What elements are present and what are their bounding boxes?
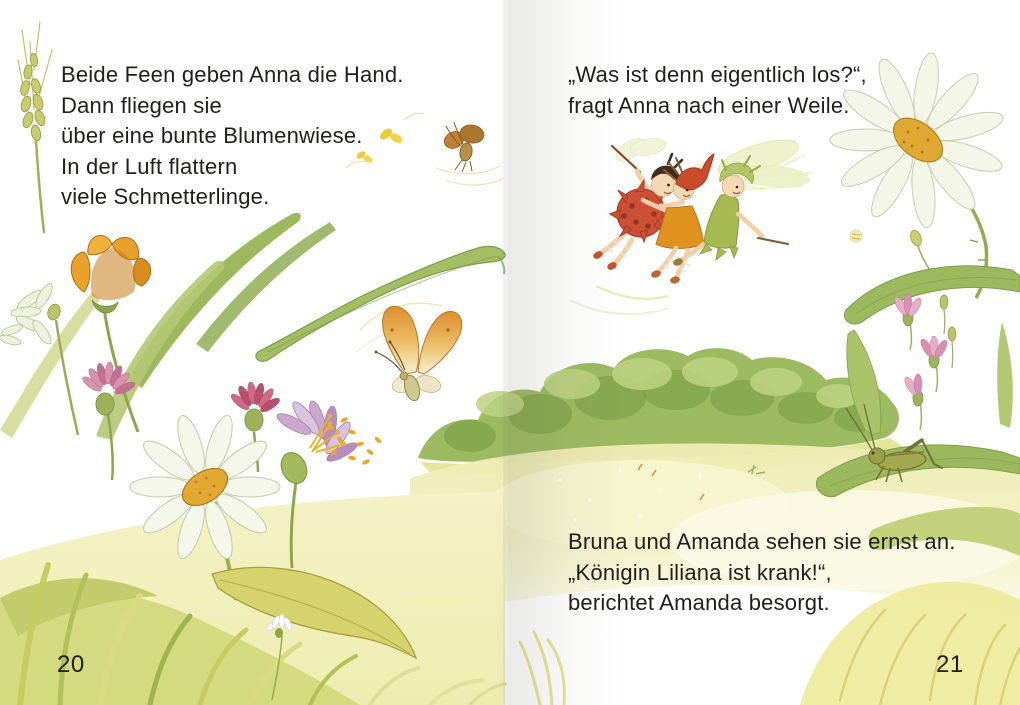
text-line: „Was ist denn eigentlich los?“, (568, 62, 867, 87)
text-line: Bruna und Amanda sehen sie ernst an. (568, 529, 956, 554)
text-line: über eine bunte Blumenwiese. (61, 123, 363, 148)
text-line: viele Schmetterlinge. (61, 184, 270, 209)
right-page-dialogue-top (568, 60, 867, 121)
text-line: fragt Anna nach einer Weile. (568, 92, 850, 118)
text-line: Dann fliegen sie (61, 92, 222, 118)
right-page-dialogue-bottom (568, 527, 956, 619)
text-line: „Königin Liliana ist krank!“, (568, 559, 832, 585)
text-line: Beide Feen geben Anna die Hand. (61, 62, 404, 87)
text-line: berichtet Amanda besorgt. (568, 590, 830, 615)
page-number-right: 21 (936, 651, 964, 678)
page-number-left: 20 (57, 651, 85, 678)
text-line: In der Luft flattern (61, 153, 238, 179)
left-page-paragraph (61, 60, 404, 213)
